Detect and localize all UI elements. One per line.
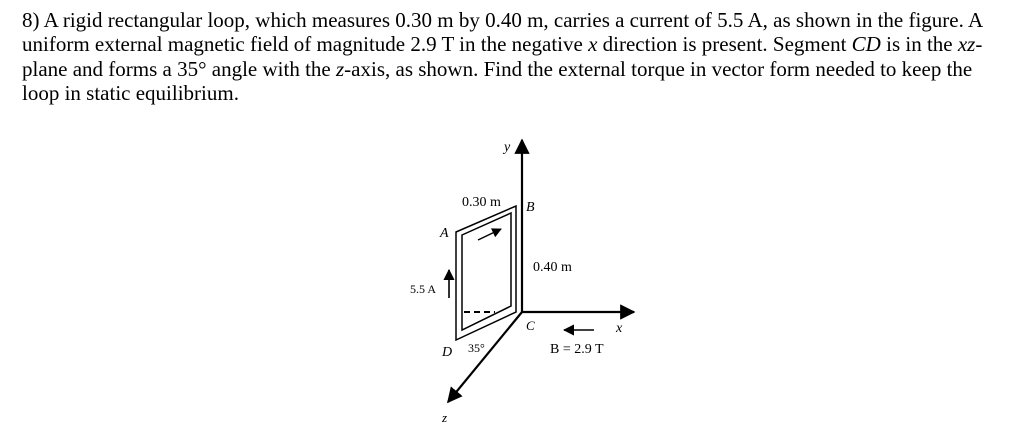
problem-text — [22, 8, 982, 105]
loop-diagram — [400, 134, 640, 424]
corner-a-label: A — [440, 226, 449, 241]
problem-number: 8) — [22, 8, 40, 32]
current-direction-arrow — [478, 229, 501, 240]
problem-text-segment: is in the — [880, 32, 958, 57]
angle-label: 35° — [468, 341, 485, 355]
problem-text-segment: direction is present. Segment — [597, 32, 852, 57]
field-label: B = 2.9 T — [550, 342, 604, 357]
corner-c-label: C — [526, 318, 535, 333]
problem-text-segment: x — [588, 32, 598, 57]
problem-text-segment: z — [335, 56, 345, 81]
problem-text-segment: xz — [957, 32, 976, 57]
corner-b-label: B — [526, 200, 535, 215]
loop-figure — [400, 134, 640, 424]
z-axis-label: z — [442, 410, 448, 424]
problem-paragraph — [22, 8, 1007, 106]
y-axis-label: y — [504, 140, 511, 155]
problem-text-segment: -plane and forms a 35° angle with the — [22, 32, 983, 81]
x-axis-label: x — [616, 321, 623, 336]
current-label: 5.5 A — [410, 282, 437, 296]
width-label: 0.30 m — [462, 195, 501, 210]
problem-text-segment: A rigid rectangular loop, which measures 0.30 m by 0.40 m, carries a current of 5.5 A, as shown in the figure. A uniform external magnetic field of magnitude 2.9 T in the negative — [22, 8, 982, 57]
problem-text-segment: -axis, as shown. Find the external torque in vector form needed to keep the loop in static equilibrium. — [22, 56, 973, 106]
z-axis — [448, 312, 522, 402]
current-loop — [456, 206, 516, 340]
corner-d-label: D — [442, 345, 453, 360]
problem-text-segment: CD — [851, 32, 881, 57]
height-label: 0.40 m — [533, 260, 572, 275]
problem-statement — [22, 8, 1007, 106]
